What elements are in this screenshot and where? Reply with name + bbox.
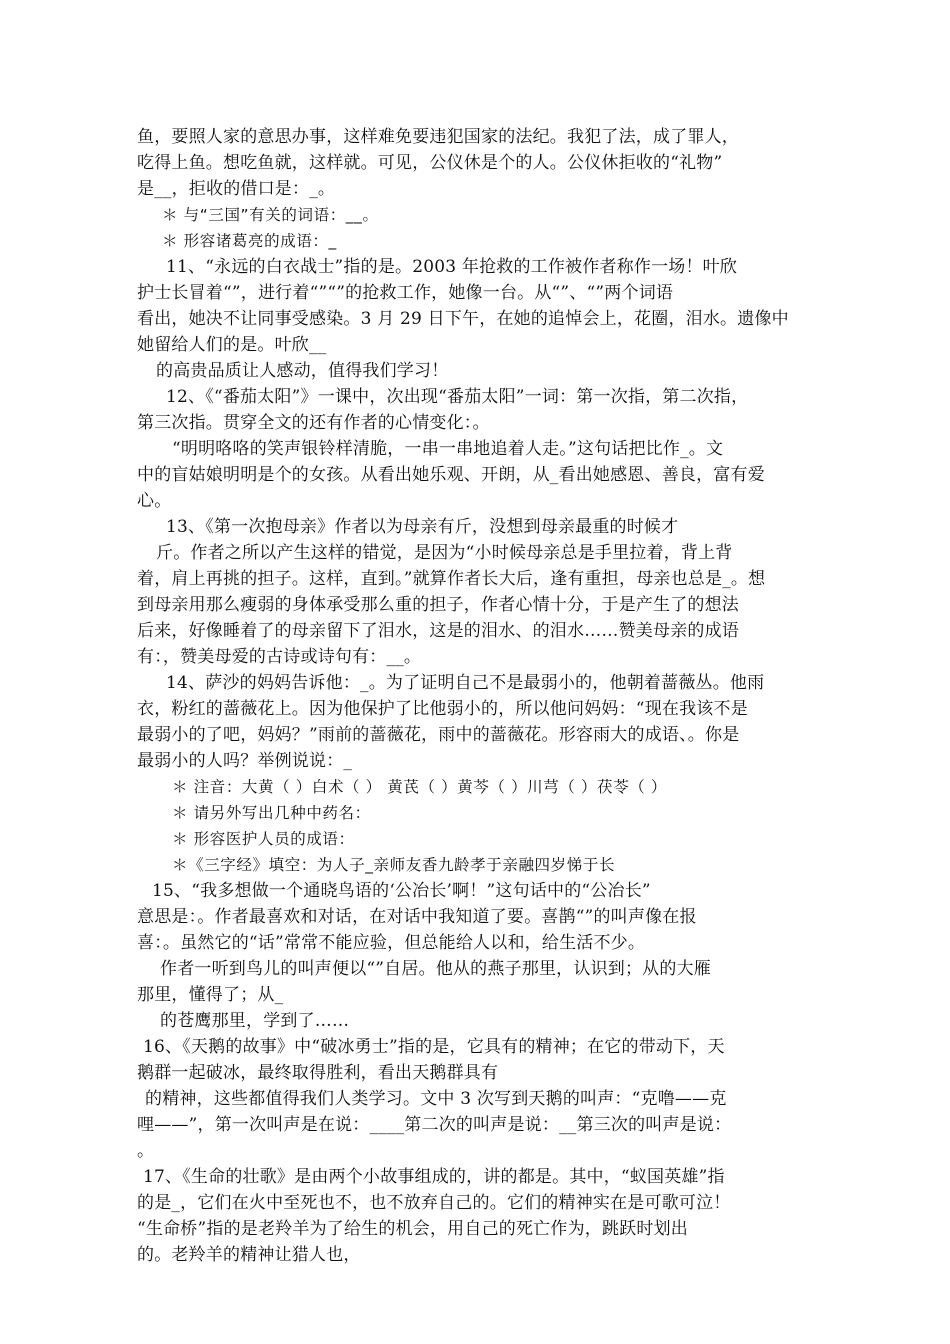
- text-line: 心。: [137, 491, 172, 511]
- bullet-line: ＊ 注音：大黄（ ）白术（ ） 黄芪（ ）黄芩（ ）川芎（ ）茯苓（ ）: [172, 778, 668, 796]
- text-line: 的高贵品质让人感动，值得我们学习！: [156, 361, 449, 381]
- text-line: 的。老羚羊的精神让猎人也，: [137, 1245, 361, 1265]
- question-heading: 13、《第一次抱母亲》作者以为母亲有斤，没想到母亲最重的时候才: [166, 517, 679, 537]
- text-line: 哩——”，第一次叫声是在说：____第二次的叫声是说：__第三次的叫声是说：: [137, 1115, 732, 1135]
- text-line: 斤。作者之所以产生这样的错觉，是因为“小时候母亲总是手里拉着，背上背: [156, 543, 733, 563]
- text-line: 鹅群一起破冰，最终取得胜利，看出天鹅群具有: [137, 1063, 499, 1083]
- text-line: 作者一听到鸟儿的叫声便以“”自居。他从的燕子那里，认识到；从的大雁: [160, 959, 711, 979]
- bullet-line: ＊《三字经》填空：为人子_亲师友香九龄孝于亲融四岁悌于长: [172, 856, 616, 874]
- bullet-line: ＊ 请另外写出几种中药名：: [172, 804, 371, 822]
- text-line: 是__，拒收的借口是：_。: [137, 179, 336, 199]
- text-line: 那里，懂得了；从_: [137, 985, 284, 1005]
- text-line: 第三次指。贯穿全文的还有作者的心情变化：。: [137, 413, 490, 433]
- text-line: 后来，好像睡着了的母亲留下了泪水，这是的泪水、的泪水……赞美母亲的成语: [137, 621, 739, 641]
- text-line: 。: [137, 1141, 155, 1161]
- question-heading: 15、“我多想做一个通晓鸟语的‘公冶长’啊！”这句话中的“公冶长”: [152, 881, 651, 901]
- bullet-line: ＊ 与“三国”有关的词语：__。: [162, 206, 379, 224]
- bullet-line: ＊ 形容诸葛亮的成语：_: [162, 232, 337, 250]
- text-line: 的是_，它们在火中至死也不，也不放弃自己的。它们的精神实在是可歌可泣！: [137, 1193, 731, 1213]
- text-line: 中的盲姑娘明明是个的女孩。从看出她乐观、开朗，从_看出她感恩、善良，富有爱: [137, 465, 765, 485]
- text-line: 吃得上鱼。想吃鱼就，这样就。可见，公仪休是个的人。公仪休拒收的“礼物”: [137, 153, 723, 173]
- text-line: 喜：。虽然它的“话”常常不能应验，但总能给人以和，给生活不少。: [137, 933, 646, 953]
- question-heading: 16、《天鹅的故事》中“破冰勇士”指的是，它具有的精神；在它的带动下，天: [143, 1037, 725, 1057]
- text-line: 着，肩上再挑的担子。这样，直到。”就算作者长大后，逢有重担，母亲也总是_。想: [137, 569, 766, 589]
- text-line: 到母亲用那么瘦弱的身体承受那么重的担子，作者心情十分，于是产生了的想法: [137, 595, 739, 615]
- question-heading: 17、《生命的壮歌》是由两个小故事组成的，讲的都是。其中，“蚁国英雄”指: [143, 1167, 725, 1187]
- text-line: 她留给人们的是。叶欣__: [137, 335, 327, 355]
- text-line: 的精神，这些都值得我们人类学习。文中 3 次写到天鹅的叫声：“克噜——克: [145, 1089, 727, 1109]
- text-line: 的苍鹰那里，学到了……: [160, 1011, 350, 1031]
- text-line: 鱼，要照人家的意思办事，这样难免要违犯国家的法纪。我犯了法，成了罪人，: [137, 127, 739, 147]
- text-line: 最弱小的人吗？举例说说：_: [137, 751, 353, 771]
- question-heading: 11、“永远的白衣战士”指的是。2003 年抢救的工作被作者称作一场！叶欣: [166, 257, 738, 277]
- text-line: 意思是：。作者最喜欢和对话，在对话中我知道了要。喜鹊“”的叫声像在报: [137, 907, 697, 927]
- text-line: 看出，她决不让同事受感染。3 月 29 日下午，在她的追悼会上，花圈，泪水。遗像中: [137, 309, 789, 329]
- text-line: 护士长冒着“”，进行着“”“”的抢救工作，她像一台。从“”、“”两个词语: [137, 283, 674, 303]
- text-line: 有：，赞美母爱的古诗或诗句有：__。: [137, 647, 422, 667]
- question-heading: 12、《“番茄太阳”》一课中，次出现“番茄太阳”一词：第一次指，第二次指，: [166, 387, 749, 407]
- text-line: 衣，粉红的蔷薇花上。因为他保护了比他弱小的，所以他问妈妈：“现在我该不是: [137, 699, 748, 719]
- question-heading: 14、萨沙的妈妈告诉他：_。为了证明自己不是最弱小的，他朝着蔷薇丛。他雨: [166, 673, 765, 693]
- text-line: 最弱小的了吧，妈妈？”雨前的蔷薇花，雨中的蔷薇花。形容雨大的成语、。你是: [137, 725, 740, 745]
- text-line: “明明咯咯的笑声银铃样清脆，一串一串地追着人走。”这句话把比作_。文: [172, 439, 724, 459]
- bullet-line: ＊ 形容医护人员的成语：: [172, 830, 355, 848]
- text-line: “生命桥”指的是老羚羊为了给生的机会，用自己的死亡作为，跳跃时划出: [137, 1219, 688, 1239]
